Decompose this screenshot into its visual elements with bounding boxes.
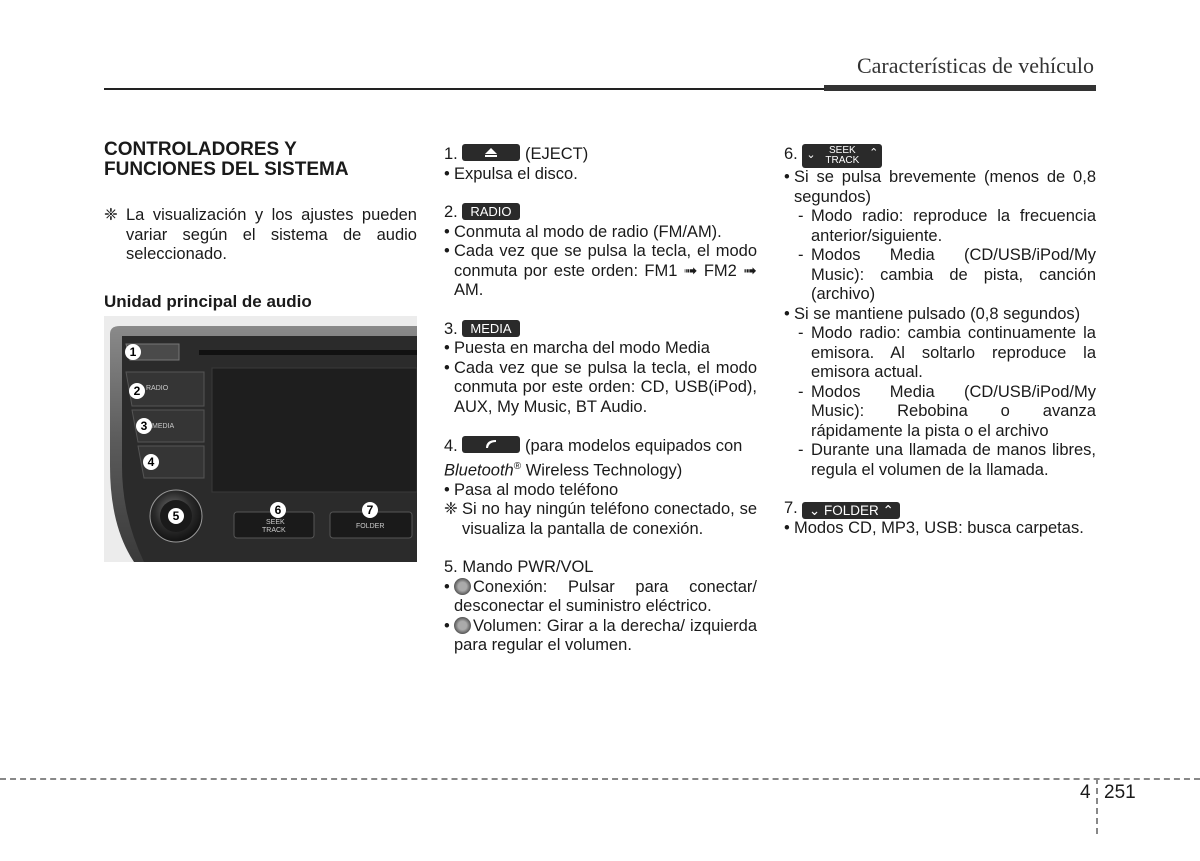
callout-2: 2 [133, 384, 141, 398]
media-desc-2: Cada vez que se pulsa la tecla, el modo conmuta por este orden: CD, USB(iPod), AUX, My Music, BT Audio. [454, 358, 757, 416]
long-call: Durante una llamada de manos libres, regula el volumen de la llamada. [811, 441, 1096, 479]
item-number: 7. [784, 499, 798, 517]
media-key-label: MEDIA [462, 320, 519, 337]
section-heading [104, 140, 417, 180]
track-label: TRACK [825, 155, 860, 166]
media-desc-1: Puesta en marcha del modo Media [454, 339, 710, 357]
item-pwr-vol: 5. Mando PWR/VOL • Conexión: Pulsar para conectar/ desconectar el suministro eléctrico. • Volumen: Girar a la derecha/ izquierda para regular el volumen. [444, 558, 757, 654]
page-number: 251 [1104, 782, 1136, 803]
audio-unit-illustration [104, 316, 417, 562]
radio-desc-2: Cada vez que se pulsa la tecla, el modo conmuta por este orden: FM1 ➟ FM2 ➟ AM. [454, 242, 757, 299]
radio-key-label: RADIO [462, 203, 519, 220]
item-folder: 7. ⌄ FOLDER ⌃ • Modos CD, MP3, USB: busca carpetas. [784, 499, 1096, 539]
eject-desc: Expulsa el disco. [454, 164, 578, 183]
knob-icon [454, 617, 471, 634]
item-media: 3. MEDIA • Puesta en marcha del modo Media • Cada vez que se pulsa la tecla, el modo conmuta por este orden: CD, USB(iPod), AUX, My Music, BT Audio. [444, 319, 757, 416]
short-media: Modos Media (CD/USB/iPod/My Music): cambia de pista, canción (archivo) [811, 246, 1096, 303]
audio-unit-figure [104, 316, 417, 562]
heading-line-2: FUNCIONES DEL SISTEMA [104, 159, 349, 180]
chevron-down-icon: ⌄ [806, 149, 816, 161]
folder-key-label: FOLDER [823, 503, 879, 518]
heading-line-1: CONTROLADORES Y [104, 139, 297, 160]
registered-mark: ® [513, 460, 522, 472]
knob-icon [454, 578, 471, 595]
eject-icon [462, 144, 520, 161]
phone-icon [462, 436, 520, 453]
subsection-title: Unidad principal de audio [104, 291, 312, 311]
chapter-number: 4 [1080, 782, 1091, 803]
callout-4: 4 [147, 455, 155, 469]
short-press-desc: Si se pulsa brevemente (menos de 0,8 segundos) [794, 168, 1096, 206]
phone-note: Si no hay ningún teléfono conectado, se visualiza la pantalla de conexión. [462, 500, 757, 538]
callout-7: 7 [366, 503, 374, 517]
seek-track-key [802, 144, 882, 168]
chevron-up-icon: ⌃ [869, 147, 879, 159]
long-media: Modos Media (CD/USB/iPod/My Music): Rebobina o avanza rápidamente la pista o el archivo [811, 382, 1096, 440]
vol-desc: Volumen: Girar a la derecha/ izquierda para regular el volumen. [454, 616, 757, 654]
item-eject: 1. (EJECT) • Expulsa el disco. [444, 144, 757, 184]
page-header-title: Características de vehículo [856, 53, 1094, 78]
item-number: 4. [444, 437, 458, 455]
radio-desc-1: Conmuta al modo de radio (FM/AM). [454, 222, 722, 241]
callout-6: 6 [274, 503, 282, 517]
note-text: La visualización y los ajustes pueden variar según el sistema de audio seleccionado. [126, 206, 417, 263]
note [104, 206, 417, 265]
item-number: 3. [444, 319, 458, 338]
media-button-label: MEDIA [152, 423, 175, 430]
folder-key: ⌄ FOLDER ⌃ [802, 502, 900, 519]
seek-label-top: SEEK [266, 519, 285, 526]
short-radio: Modo radio: reproduce la frecuencia anterior/siguiente. [811, 207, 1096, 245]
eject-text: (EJECT) [524, 145, 589, 163]
long-radio: Modo radio: cambia continuamente la emisora. Al soltarlo reproduce la emisora actual. [811, 324, 1096, 381]
callout-1: 1 [129, 345, 137, 359]
wireless-text: Wireless Technology) [521, 461, 683, 479]
pwr-vol-title: 5. Mando PWR/VOL [444, 558, 594, 576]
item-number: 6. [784, 145, 798, 163]
footer-divider [1096, 778, 1098, 834]
item-seek-track: 6. ⌄ SEEK TRACK ⌃ • Si se pulsa brevemente (menos de 0,8 segundos) - Modo radio: reproduce la frecuencia anterior/siguiente. - Modos Media (CD/USB/iPod/My Music): cambia de pista, canción (archivo) • Si se mantiene pulsado (0,8 segundos) - Modo radio: cambia continuamente la emisora. Al soltarlo reproduce la emisora actual. - Modos Media (CD/USB/iPod/My Music): Rebobina o avanza rápidamente la pista o el archivo - Durante una llamada de manos libres, regula el volumen de la llamada. [784, 145, 1096, 479]
folder-desc: Modos CD, MP3, USB: busca carpetas. [794, 519, 1084, 537]
note-mark: ❈ [104, 206, 118, 224]
item-phone: 4. (para modelos equipados con Bluetooth® Wireless Technology) • Pasa al modo teléfono ❈ Si no hay ningún teléfono conectado, se visualiza la pantalla de conexión. [444, 437, 757, 538]
header-rule [104, 88, 824, 90]
seek-label-bottom: TRACK [262, 527, 286, 534]
item-radio: 2. RADIO • Conmuta al modo de radio (FM/AM). • Cada vez que se pulsa la tecla, el modo conmuta por este orden: FM1 ➟ FM2 ➟ AM. [444, 203, 757, 299]
pwr-desc: Conexión: Pulsar para conectar/ desconectar el suministro eléctrico. [454, 577, 757, 615]
phone-text: (para modelos equipados con [524, 437, 743, 455]
phone-desc: Pasa al modo teléfono [454, 480, 619, 499]
bluetooth-text: Bluetooth [444, 461, 514, 479]
radio-button-label: RADIO [146, 385, 169, 392]
callout-3: 3 [140, 419, 148, 433]
item-number: 1. [444, 145, 458, 163]
callout-5: 5 [172, 509, 180, 523]
seek-label: SEEK [829, 145, 856, 156]
long-press-desc: Si se mantiene pulsado (0,8 segundos) [794, 304, 1081, 323]
item-number: 2. [444, 203, 458, 221]
note-mark: ❈ [444, 500, 458, 518]
column-right [784, 144, 1096, 558]
column-left [104, 140, 417, 311]
header-rule-accent [824, 85, 1096, 91]
footer-rule [0, 778, 1200, 780]
column-middle [444, 144, 757, 675]
folder-button-label: FOLDER [356, 523, 385, 530]
